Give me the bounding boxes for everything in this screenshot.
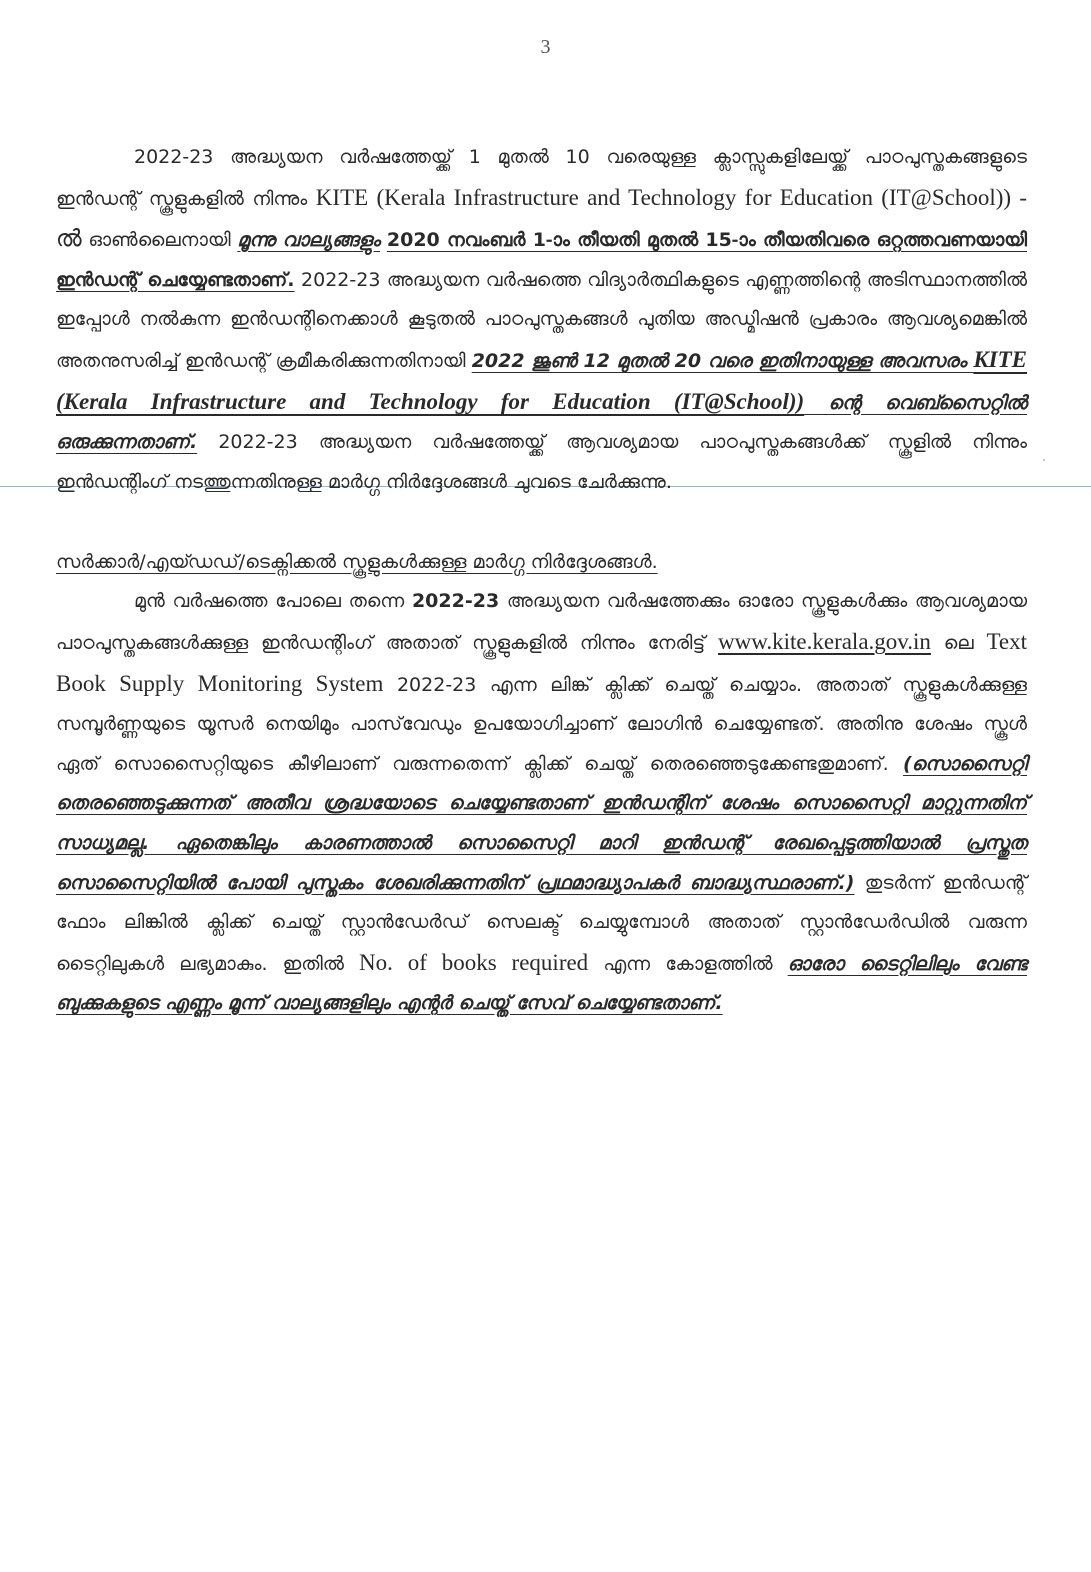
kite-name-2: KITE (Kerala Infrastructure and Technology for Education (IT@School)) [56, 346, 1027, 414]
intro-space [380, 229, 387, 251]
three-volumes-emphasis: മൂന്നു വാല്യങ്ങളും [237, 229, 381, 252]
page-number: 3 [540, 36, 551, 58]
guide-text-2: അദ്ധ്യയന വർഷത്തേക്കും ഓരോ സ്കൂളുകൾക്കും ആവശ്യമായ പാഠപുസ്തകങ്ങൾക്കുള്ള ഇൻഡന്റിംഗ് അതാത് സ്കൂളുകളിൽ നിന്നും നേരിട്ട് [56, 590, 1027, 654]
system-name: Text Book Supply Monitoring System [56, 628, 1027, 696]
academic-year: 2022-23 [411, 590, 500, 613]
scan-artifact-dot [1043, 459, 1045, 461]
guidelines-paragraph [56, 582, 1027, 1024]
save-instruction-emphasis: ഓരോ ടൈറ്റിലിലും വേണ്ട ബുക്കുകളുടെ എണ്ണം മൂന്ന് വാല്യങ്ങളിലും എന്റർ ചെയ്ത് സേവ് ചെയ്യേണ്ടതാണ്. [56, 952, 1027, 1015]
indent-dates-emphasis: 2020 നവംബർ 1-ാം തീയതി മുതൽ 15-ാം തീയതിവരെ ഒറ്റത്തവണയായി ഇൻഡന്റ് ചെയ്യേണ്ടതാണ്. [56, 229, 1027, 291]
guide-text-6: എന്ന കോളത്തിൽ [588, 952, 788, 975]
intro-paragraph [56, 138, 1027, 502]
intro-text-4: 2022-23 അദ്ധ്യയന വർഷത്തേയ്ക്ക് ആവശ്യമായ പാഠപുസ്തകങ്ങൾക്ക് സ്കൂളിൽ നിന്നും ഇൻഡന്റിംഗ് നടത്തുന്നതിനുള്ള മാർഗ്ഗ നിർദ്ദേശങ്ങൾ ചുവടെ ചേർക്കുന്നു. [56, 431, 1027, 493]
intro-text-2: ഓൺലൈനായി [81, 229, 238, 252]
intro-text-3: 2022-23 അദ്ധ്യയന വർഷത്തെ വിദ്യാർത്ഥികളുടെ എണ്ണത്തിന്റെ അടിസ്ഥാനത്തിൽ ഇപ്പോൾ നൽകുന്ന ഇൻഡന്റിനെക്കാൾ കൂടുതൽ പാഠപുസ്തകങ്ങൾ പുതിയ അഡ്മിഷൻ പ്രകാരം ആവശ്യമെങ്കിൽ അതനുസരിച്ച് ഇൻഡന്റ് ക്രമീകരിക്കുന്നതിനായി [56, 268, 1027, 372]
intro-text-1: 2022-23 അദ്ധ്യയന വർഷത്തേയ്ക്ക് 1 മുതൽ 10 വരെയുള്ള ക്ലാസ്സുകളിലേയ്ക്ക് പാഠപുസ്തകങ്ങളുടെ ഇൻഡന്റ് സ്കൂളുകളിൽ നിന്നും [56, 146, 1027, 210]
guide-text-3: ലെ [930, 631, 987, 654]
guide-text-5: തുടർന്ന് ഇൻഡന്റ് ഫോം ലിങ്കിൽ ക്ലിക്ക് ചെയ്ത് സ്റ്റാൻഡേർഡ് സെലക്ട് ചെയ്യുമ്പോൾ അതാത് സ്റ്റാൻഡേർഡിൽ വരുന്ന ടൈറ്റിലുകൾ ലഭ്യമാകും. ഇതിൽ [56, 871, 1027, 975]
document-body [56, 138, 1027, 1024]
website-emphasis: ന്റെ വെബ്സൈറ്റിൽ ഒരുക്കുന്നതാണ്. [56, 391, 1027, 454]
kite-website-link[interactable]: www.kite.kerala.gov.in [718, 628, 931, 654]
guide-text-1: മുൻ വർഷത്തെ പോലെ തന്നെ [134, 590, 412, 613]
kite-name-1: KITE (Kerala Infrastructure and Technology for Education (IT@School)) - ൽ [56, 184, 1027, 252]
june-dates-emphasis: 2022 ജൂൺ 12 മുതൽ 20 വരെ ഇതിനായുള്ള അവസരം [471, 349, 974, 372]
guide-text-4: 2022-23 എന്ന ലിങ്ക് ക്ലിക്ക് ചെയ്ത് ചെയ്യാം. അതാത് സ്കൂളുകൾക്കുള്ള സമ്പൂർണ്ണയുടെ യൂസർ നെയിമും പാസ്‌വേഡും ഉപയോഗിച്ചാണ് ലോഗിൻ ചെയ്യേണ്ടത്. അതിനു ശേഷം സ്കൂൾ ഏത് സൊസൈറ്റിയുടെ കീഴിലാണ് വരുന്നതെന്ന് ക്ലിക്ക് ചെയ്ത് തെരഞ്ഞെടുക്കേണ്ടതുമാണ്. [56, 673, 1027, 775]
section-heading: സർക്കാർ/എയ്ഡഡ്/ടെക്നിക്കൽ സ്കൂളുകൾക്കുള്ള മാർഗ്ഗ നിർദ്ദേശങ്ങൾ. [56, 551, 658, 574]
books-required-column: No. of books required [359, 949, 589, 975]
society-warning-emphasis: (സൊസൈറ്റി തെരഞ്ഞെടുക്കുന്നത് അതീവ ശ്രദ്ധയോടെ ചെയ്യേണ്ടതാണ് ഇൻഡന്റിന് ശേഷം സൊസൈറ്റി മാറ്റുന്നതിന് സാധ്യമല്ല. ഏതെങ്കിലും കാരണത്താൽ സൊസൈറ്റി മാറി ഇൻഡന്റ് രേഖപ്പെടുത്തിയാൽ പ്രസ്തുത സൊസൈറ്റിയിൽ പോയി പുസ്തകം ശേഖരിക്കുന്നതിന് പ്രഥമാദ്ധ്യാപകർ ബാദ്ധ്യസ്ഥരാണ്.) [56, 752, 1027, 894]
